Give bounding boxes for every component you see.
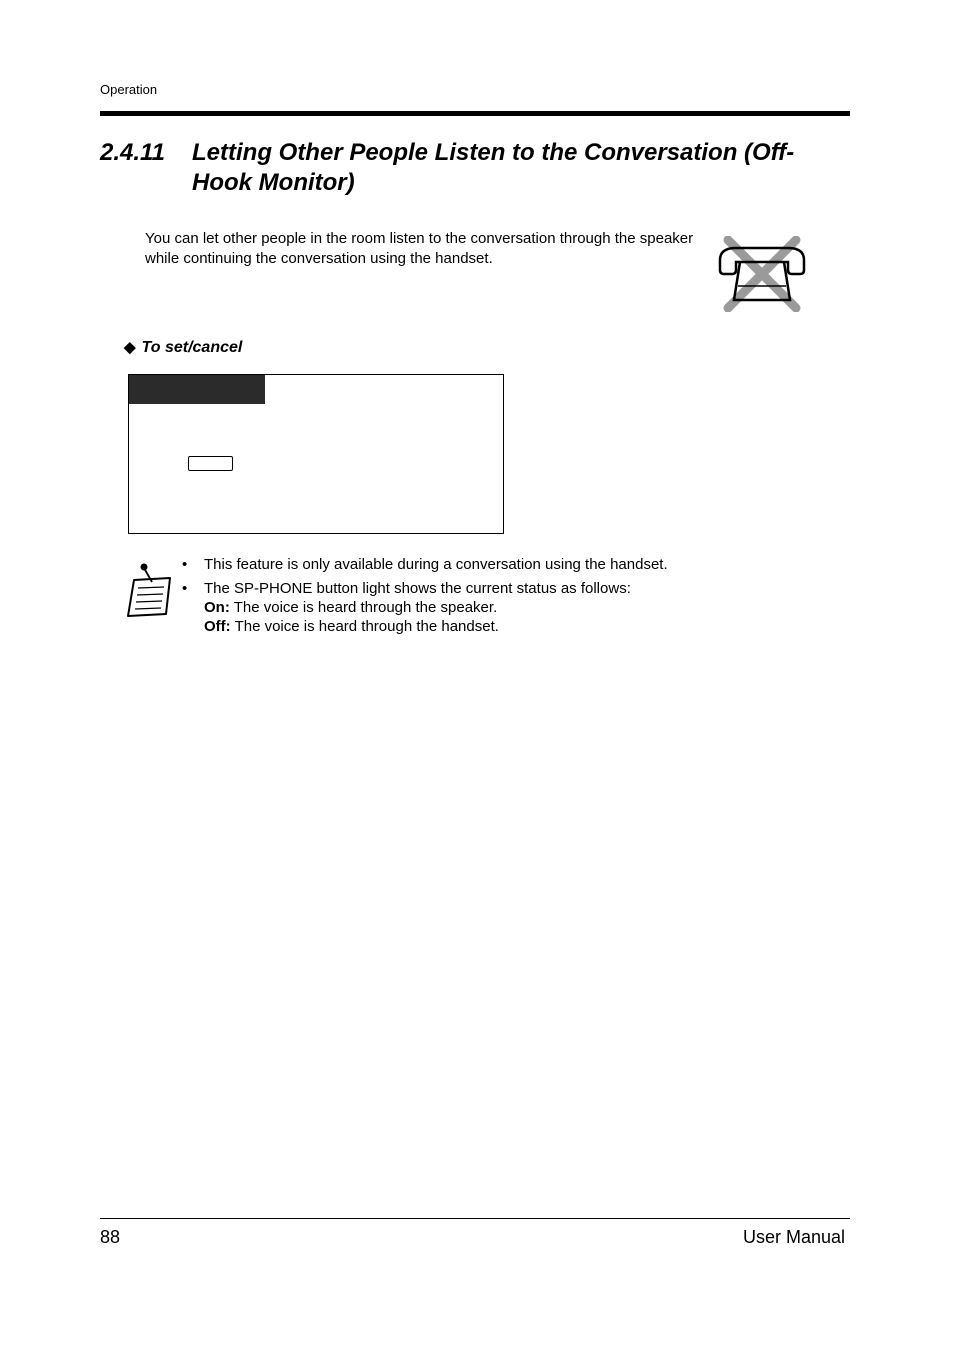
procedure-box bbox=[128, 374, 504, 534]
crossed-out-telephone-icon bbox=[714, 236, 810, 312]
section-number: 2.4.11 bbox=[100, 139, 165, 166]
status-on-text: The voice is heard through the speaker. bbox=[233, 599, 498, 616]
bottom-rule bbox=[100, 1218, 850, 1219]
procedure-tab bbox=[129, 375, 265, 404]
subheading-to-set-cancel bbox=[124, 338, 242, 357]
running-head: Operation bbox=[100, 82, 158, 97]
notepad-pin-icon bbox=[124, 560, 174, 620]
note-text: This feature is only available during a conversation using the handset. bbox=[204, 556, 668, 573]
note-item bbox=[182, 555, 802, 574]
page-number: 88 bbox=[100, 1227, 121, 1247]
status-on-key: On: bbox=[204, 599, 230, 616]
status-off-text: The voice is heard through the handset. bbox=[234, 618, 499, 635]
top-rule bbox=[100, 111, 850, 116]
note-bullet: • bbox=[182, 580, 188, 597]
note-text: The SP-PHONE button light shows the current status as follows: bbox=[204, 580, 631, 597]
status-on-line bbox=[204, 598, 802, 617]
notes-list bbox=[182, 555, 802, 641]
status-off-line bbox=[204, 617, 802, 636]
intro-paragraph: You can let other people in the room listen to the conversation through the speaker while continuing the conversation using the handset. bbox=[145, 230, 694, 267]
note-bullet: • bbox=[182, 556, 188, 573]
note-item bbox=[182, 579, 802, 636]
section-title: Letting Other People Listen to the Conversation (Off-Hook Monitor) bbox=[192, 139, 795, 196]
diamond-bullet: ◆ bbox=[124, 339, 136, 356]
document-name: User Manual bbox=[742, 1227, 845, 1247]
subheading-text: To set/cancel bbox=[141, 339, 243, 356]
sp-phone-key-icon bbox=[188, 456, 233, 471]
status-off-key: Off: bbox=[204, 618, 231, 635]
